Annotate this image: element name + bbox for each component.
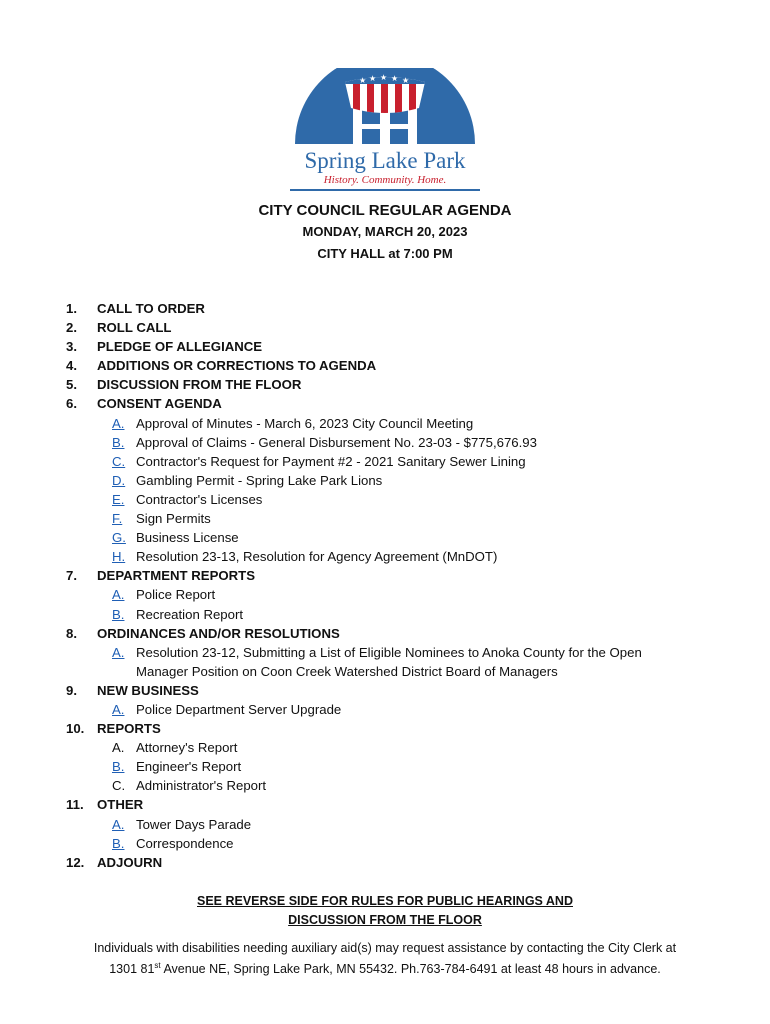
agenda-item-heading: OTHER [97,797,144,813]
logo-divider [290,189,480,191]
agenda-subitem [0,605,770,624]
svg-text:★: ★ [359,76,367,85]
agenda-item [0,853,770,872]
agenda-item-heading: REPORTS [97,721,161,737]
agenda-item-heading: ROLL CALL [97,320,172,336]
agenda-subitem [0,528,770,547]
agenda-item-number: 11. [66,797,84,813]
subitem-text: Administrator's Report [136,778,267,794]
agenda-item [0,795,770,814]
attachment-link[interactable]: A. [112,587,125,603]
agenda-item [0,375,770,394]
subitem-text: Business License [136,530,239,546]
agenda-item-number: 12. [66,854,85,870]
attachment-link[interactable]: B. [112,606,125,622]
agenda-item [0,719,770,738]
city-logo [287,68,483,192]
agenda-subitem [0,490,770,509]
agenda-subitem [0,815,770,834]
agenda-item [0,624,770,643]
agenda-subitem [0,509,770,528]
subitem-text: Approval of Claims - General Disbursement No. 23-03 - $775,676.93 [136,434,537,450]
agenda-subitem [0,414,770,433]
agenda-item-heading: NEW BUSINESS [97,682,199,698]
agenda-title: CITY COUNCIL REGULAR AGENDA [258,202,512,219]
subitem-text: Manager Position on Coon Creek Watershed District Board of Managers [136,663,558,679]
agenda-subitem [0,643,770,662]
agenda-item [0,299,770,318]
agenda-subitem [0,738,770,757]
agenda-item-number: 4. [66,358,77,374]
agenda-subitem [0,452,770,471]
subitem-letter: C. [112,778,126,794]
agenda-item-heading: PLEDGE OF ALLEGIANCE [97,339,263,355]
agenda-item-number: 6. [66,396,77,412]
subitem-text: Engineer's Report [136,759,242,775]
agenda-subitem [0,471,770,490]
meeting-date: MONDAY, MARCH 20, 2023 [302,224,468,239]
agenda-item-heading: ORDINANCES AND/OR RESOLUTIONS [97,625,340,641]
agenda-item-heading: ADJOURN [97,854,163,870]
attachment-link[interactable]: A. [112,644,125,660]
notice-line-1: SEE REVERSE SIDE FOR RULES FOR PUBLIC HEARINGS AND [197,894,573,908]
accessibility-note-line-2 [0,961,770,976]
notice-line-2: DISCUSSION FROM THE FLOOR [288,913,482,927]
attachment-link[interactable]: B. [112,759,125,775]
attachment-link[interactable]: H. [112,549,126,565]
agenda-subitem [0,547,770,566]
subitem-text: Contractor's Request for Payment #2 - 2021 Sanitary Sewer Lining [136,453,526,469]
address-number: 1301 81 [109,962,155,977]
agenda-list [0,299,770,872]
subitem-text: Tower Days Parade [136,816,252,832]
agenda-item [0,337,770,356]
agenda-item-heading: DISCUSSION FROM THE FLOOR [97,377,302,393]
address-rest: Avenue NE, Spring Lake Park, MN 55432. Ph.763-784-6491 at least 48 hours in advance. [160,962,661,977]
address-ordinal: st [154,961,161,970]
agenda-subitem [0,433,770,452]
agenda-item-number: 5. [66,377,77,393]
agenda-item [0,356,770,375]
subitem-letter: A. [112,740,125,756]
water-tower-emblem-icon [287,68,483,150]
attachment-link[interactable]: G. [112,530,126,546]
subitem-text: Sign Permits [136,511,211,527]
attachment-link[interactable]: B. [112,835,125,851]
agenda-item-heading: CONSENT AGENDA [97,396,222,412]
agenda-item-number: 10. [66,721,85,737]
attachment-link[interactable]: A. [112,816,125,832]
agenda-item [0,318,770,337]
agenda-item [0,394,770,413]
agenda-item [0,566,770,585]
agenda-item-number: 9. [66,682,77,698]
subitem-text: Correspondence [136,835,234,851]
agenda-item-number: 1. [66,301,77,316]
attachment-link[interactable]: E. [112,491,125,507]
attachment-link[interactable]: F. [112,511,123,527]
agenda-item-heading: ADDITIONS OR CORRECTIONS TO AGENDA [97,358,377,374]
agenda-subitem [0,585,770,604]
agenda-item [0,681,770,700]
subitem-text: Gambling Permit - Spring Lake Park Lions [136,472,383,488]
svg-text:★: ★ [380,73,388,82]
agenda-subitem [0,776,770,795]
agenda-subitem [0,700,770,719]
agenda-item-heading: DEPARTMENT REPORTS [97,568,256,584]
logo-tagline: History. Community. Home. [323,174,447,186]
attachment-link[interactable]: B. [112,434,125,450]
subitem-text: Police Department Server Upgrade [136,701,342,717]
attachment-link[interactable]: D. [112,472,126,488]
attachment-link[interactable]: C. [112,453,126,469]
subitem-text: Resolution 23-13, Resolution for Agency Agreement (MnDOT) [136,549,498,565]
attachment-link[interactable]: A. [112,701,125,717]
subitem-text: Resolution 23-12, Submitting a List of Eligible Nominees to Anoka County for the Open [136,644,642,660]
subitem-text: Approval of Minutes - March 6, 2023 City Council Meeting [136,415,474,431]
agenda-subitem [0,662,770,681]
logo-name: Spring Lake Park [304,148,466,173]
attachment-link[interactable]: A. [112,415,125,431]
svg-text:★: ★ [391,74,399,83]
subitem-text: Attorney's Report [136,740,238,756]
subitem-text: Police Report [136,587,216,603]
agenda-subitem [0,834,770,853]
agenda-item-heading: CALL TO ORDER [97,301,205,316]
agenda-subitem [0,757,770,776]
subitem-text: Contractor's Licenses [136,491,263,507]
agenda-item-number: 8. [66,625,77,641]
svg-text:★: ★ [402,76,410,85]
subitem-text: Recreation Report [136,606,244,622]
agenda-item-number: 7. [66,568,77,584]
agenda-item-number: 2. [66,320,77,336]
accessibility-note-line-1: Individuals with disabilities needing auxiliary aid(s) may request assistance by contacting the City Clerk at [93,941,677,955]
agenda-item-number: 3. [66,339,77,355]
svg-text:★: ★ [369,74,377,83]
meeting-location: CITY HALL at 7:00 PM [317,246,453,261]
